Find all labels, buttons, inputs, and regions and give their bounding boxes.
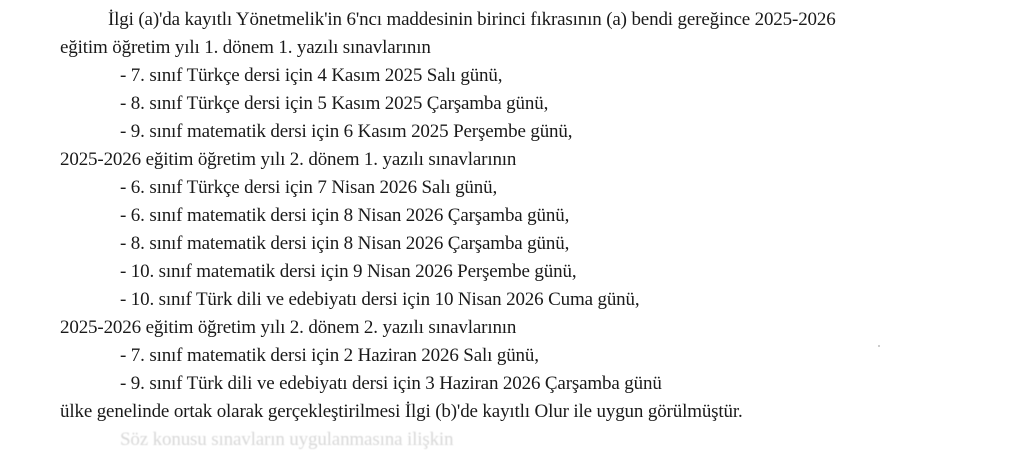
closing-line: ülke genelinde ortak olarak gerçekleştirilmesi İlgi (b)'de kayıtlı Olur ile uygun görülmüştür. xyxy=(60,401,743,422)
list-item: - 7. sınıf Türkçe dersi için 4 Kasım 2025 Salı günü, xyxy=(120,65,503,86)
list-item: - 9. sınıf Türk dili ve edebiyatı dersi için 3 Haziran 2026 Çarşamba günü xyxy=(120,373,662,394)
list-item: - 9. sınıf matematik dersi için 6 Kasım 2025 Perşembe günü, xyxy=(120,121,573,142)
list-item: - 7. sınıf matematik dersi için 2 Haziran 2026 Salı günü, xyxy=(120,345,539,366)
list-item: - 8. sınıf Türkçe dersi için 5 Kasım 2025 Çarşamba günü, xyxy=(120,93,549,114)
scan-speck xyxy=(878,345,880,347)
list-item: - 10. sınıf Türk dili ve edebiyatı dersi için 10 Nisan 2026 Cuma günü, xyxy=(120,289,640,310)
cutoff-line: Söz konusu sınavların uygulanmasına ilişkin xyxy=(120,429,454,450)
section-heading: 2025-2026 eğitim öğretim yılı 2. dönem 1. yazılı sınavlarının xyxy=(60,149,517,170)
intro-line-1: İlgi (a)'da kayıtlı Yönetmelik'in 6'ncı maddesinin birinci fıkrasının (a) bendi gereğince 2025-2026 xyxy=(108,9,836,30)
list-item: - 6. sınıf matematik dersi için 8 Nisan 2026 Çarşamba günü, xyxy=(120,205,570,226)
list-item: - 6. sınıf Türkçe dersi için 7 Nisan 2026 Salı günü, xyxy=(120,177,498,198)
intro-line-2: eğitim öğretim yılı 1. dönem 1. yazılı sınavlarının xyxy=(60,37,431,58)
list-item: - 10. sınıf matematik dersi için 9 Nisan 2026 Perşembe günü, xyxy=(120,261,577,282)
list-item: - 8. sınıf matematik dersi için 8 Nisan 2026 Çarşamba günü, xyxy=(120,233,570,254)
section-heading: 2025-2026 eğitim öğretim yılı 2. dönem 2. yazılı sınavlarının xyxy=(60,317,517,338)
